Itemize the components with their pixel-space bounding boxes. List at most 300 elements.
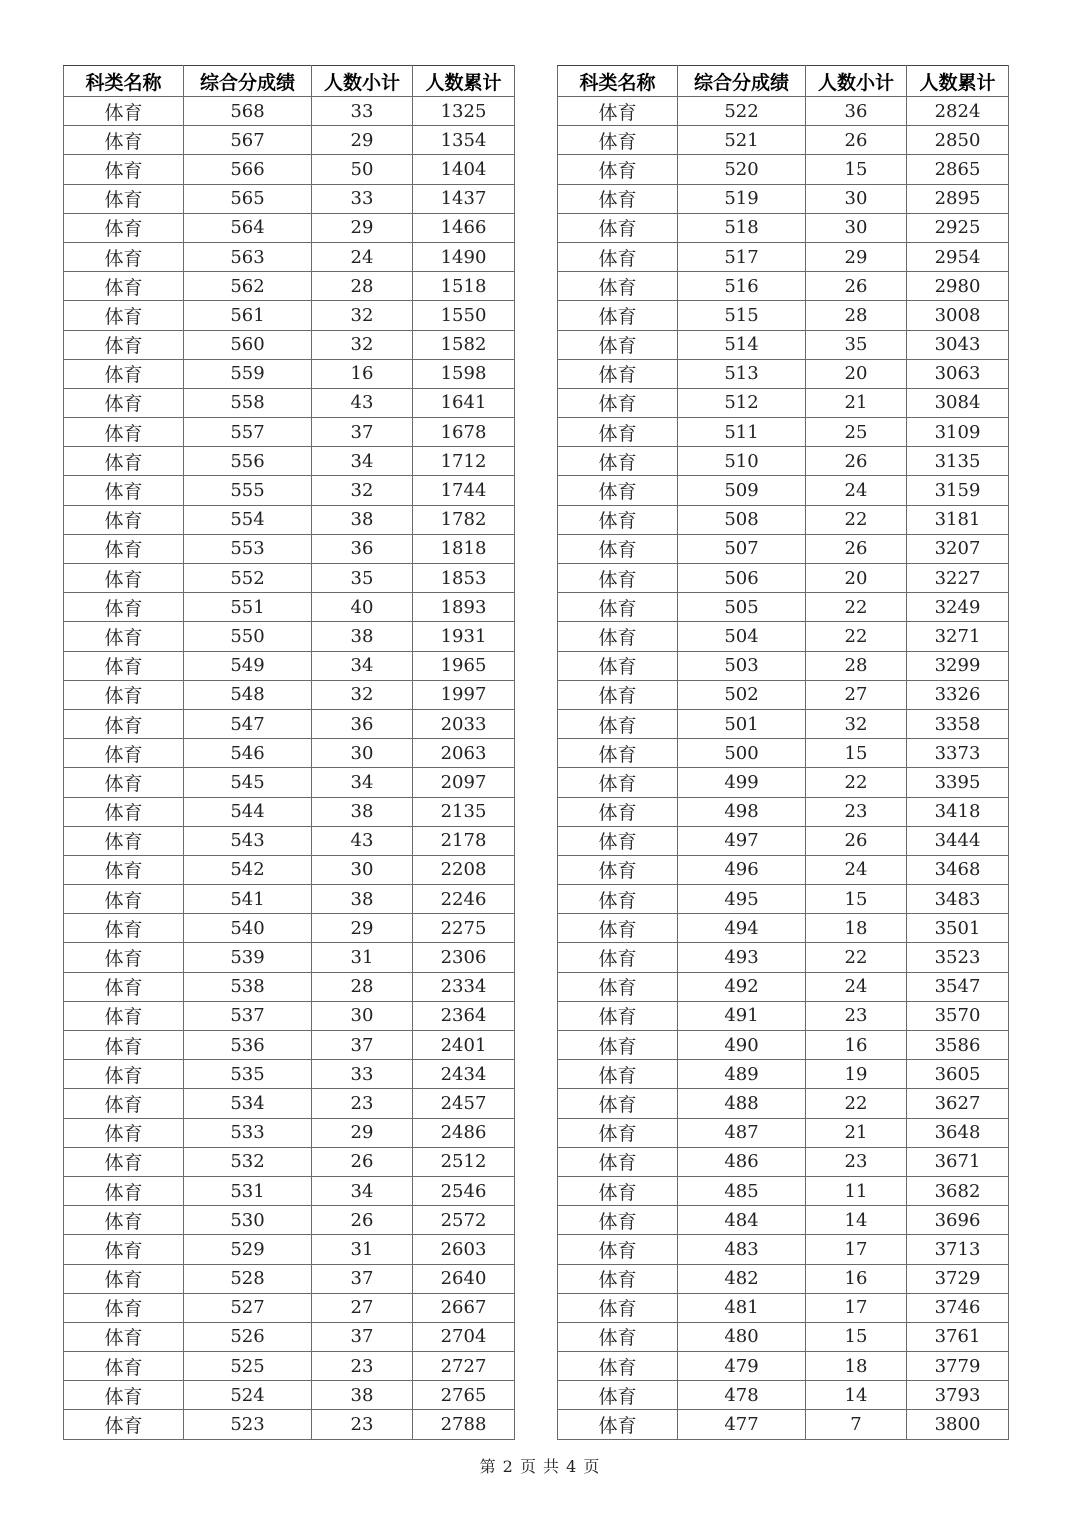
cell-cumulative: 2895 — [907, 184, 1009, 213]
table-row — [558, 213, 1009, 242]
cell-score: 536 — [184, 1031, 312, 1060]
cell-subject: 体育 — [558, 1410, 678, 1439]
table-row — [558, 1381, 1009, 1410]
cell-cumulative: 2178 — [413, 826, 515, 855]
cell-score: 506 — [678, 564, 806, 593]
cell-subject: 体育 — [558, 1147, 678, 1176]
table-row — [558, 1060, 1009, 1089]
cell-subject: 体育 — [558, 418, 678, 447]
table-row — [64, 1410, 515, 1439]
table-row — [558, 447, 1009, 476]
cell-cumulative: 2135 — [413, 797, 515, 826]
table-row — [64, 1176, 515, 1205]
cell-score: 532 — [184, 1147, 312, 1176]
cell-score: 560 — [184, 330, 312, 359]
cell-count: 21 — [806, 388, 907, 417]
cell-score: 517 — [678, 242, 806, 271]
cell-count: 24 — [806, 855, 907, 884]
cell-count: 26 — [806, 826, 907, 855]
cell-subject: 体育 — [558, 593, 678, 622]
cell-cumulative: 3109 — [907, 418, 1009, 447]
cell-score: 505 — [678, 593, 806, 622]
cell-score: 542 — [184, 855, 312, 884]
cell-cumulative: 2486 — [413, 1118, 515, 1147]
cell-subject: 体育 — [64, 97, 184, 126]
cell-count: 30 — [806, 184, 907, 213]
cell-count: 23 — [312, 1410, 413, 1439]
cell-score: 497 — [678, 826, 806, 855]
header-score: 综合分成绩 — [678, 66, 806, 97]
cell-cumulative: 2954 — [907, 242, 1009, 271]
cell-subject: 体育 — [64, 622, 184, 651]
cell-count: 28 — [806, 301, 907, 330]
table-header — [558, 66, 1009, 97]
cell-score: 510 — [678, 447, 806, 476]
cell-score: 526 — [184, 1322, 312, 1351]
cell-subject: 体育 — [64, 272, 184, 301]
cell-score: 555 — [184, 476, 312, 505]
cell-count: 32 — [312, 680, 413, 709]
cell-score: 543 — [184, 826, 312, 855]
cell-count: 15 — [806, 885, 907, 914]
cell-cumulative: 2546 — [413, 1176, 515, 1205]
cell-count: 29 — [312, 126, 413, 155]
cell-cumulative: 3793 — [907, 1381, 1009, 1410]
cell-count: 24 — [312, 242, 413, 271]
cell-count: 32 — [806, 709, 907, 738]
cell-score: 548 — [184, 680, 312, 709]
cell-score: 537 — [184, 1001, 312, 1030]
cell-subject: 体育 — [558, 388, 678, 417]
cell-cumulative: 1853 — [413, 564, 515, 593]
cell-cumulative: 2704 — [413, 1322, 515, 1351]
cell-score: 500 — [678, 739, 806, 768]
cell-score: 483 — [678, 1235, 806, 1264]
cell-score: 535 — [184, 1060, 312, 1089]
cell-cumulative: 3358 — [907, 709, 1009, 738]
cell-cumulative: 2765 — [413, 1381, 515, 1410]
cell-count: 35 — [806, 330, 907, 359]
cell-cumulative: 1325 — [413, 97, 515, 126]
table-row — [64, 1089, 515, 1118]
table-row — [558, 1031, 1009, 1060]
cell-cumulative: 3627 — [907, 1089, 1009, 1118]
cell-count: 37 — [312, 418, 413, 447]
cell-count: 37 — [312, 1322, 413, 1351]
cell-score: 566 — [184, 155, 312, 184]
table-row — [64, 447, 515, 476]
cell-score: 523 — [184, 1410, 312, 1439]
cell-cumulative: 2033 — [413, 709, 515, 738]
score-table-right — [557, 65, 1009, 1440]
table-row — [64, 943, 515, 972]
cell-subject: 体育 — [64, 709, 184, 738]
cell-cumulative: 3779 — [907, 1352, 1009, 1381]
cell-score: 482 — [678, 1264, 806, 1293]
cell-subject: 体育 — [558, 622, 678, 651]
cell-count: 28 — [312, 272, 413, 301]
cell-count: 16 — [806, 1031, 907, 1060]
cell-cumulative: 2512 — [413, 1147, 515, 1176]
cell-score: 480 — [678, 1322, 806, 1351]
cell-score: 478 — [678, 1381, 806, 1410]
cell-count: 28 — [806, 651, 907, 680]
cell-subject: 体育 — [558, 359, 678, 388]
cell-cumulative: 2434 — [413, 1060, 515, 1089]
cell-count: 25 — [806, 418, 907, 447]
cell-score: 538 — [184, 972, 312, 1001]
cell-cumulative: 2727 — [413, 1352, 515, 1381]
cell-subject: 体育 — [64, 388, 184, 417]
page-number-footer: 第 2 页 共 4 页 — [479, 1457, 601, 1476]
cell-cumulative: 3523 — [907, 943, 1009, 972]
cell-count: 33 — [312, 1060, 413, 1089]
cell-score: 519 — [678, 184, 806, 213]
cell-score: 496 — [678, 855, 806, 884]
cell-cumulative: 2334 — [413, 972, 515, 1001]
cell-cumulative: 2246 — [413, 885, 515, 914]
cell-cumulative: 2850 — [907, 126, 1009, 155]
table-row — [558, 826, 1009, 855]
cell-cumulative: 1354 — [413, 126, 515, 155]
cell-score: 547 — [184, 709, 312, 738]
table-row — [558, 1235, 1009, 1264]
cell-score: 512 — [678, 388, 806, 417]
cell-score: 488 — [678, 1089, 806, 1118]
cell-cumulative: 1818 — [413, 534, 515, 563]
cell-subject: 体育 — [558, 1206, 678, 1235]
cell-score: 491 — [678, 1001, 806, 1030]
table-row — [558, 914, 1009, 943]
cell-cumulative: 3586 — [907, 1031, 1009, 1060]
cell-cumulative: 3501 — [907, 914, 1009, 943]
cell-score: 494 — [678, 914, 806, 943]
table-row — [558, 359, 1009, 388]
table-row — [558, 476, 1009, 505]
cell-count: 18 — [806, 1352, 907, 1381]
cell-count: 32 — [312, 330, 413, 359]
table-row — [64, 651, 515, 680]
cell-cumulative: 3418 — [907, 797, 1009, 826]
cell-count: 38 — [312, 885, 413, 914]
table-row — [64, 680, 515, 709]
cell-subject: 体育 — [558, 768, 678, 797]
cell-subject: 体育 — [64, 447, 184, 476]
cell-score: 531 — [184, 1176, 312, 1205]
cell-cumulative: 2208 — [413, 855, 515, 884]
cell-cumulative: 3570 — [907, 1001, 1009, 1030]
header-subject: 科类名称 — [64, 66, 184, 97]
cell-cumulative: 1931 — [413, 622, 515, 651]
table-row — [64, 505, 515, 534]
cell-score: 554 — [184, 505, 312, 534]
cell-subject: 体育 — [64, 184, 184, 213]
cell-score: 564 — [184, 213, 312, 242]
cell-count: 38 — [312, 797, 413, 826]
cell-cumulative: 2603 — [413, 1235, 515, 1264]
cell-cumulative: 3249 — [907, 593, 1009, 622]
cell-subject: 体育 — [558, 972, 678, 1001]
cell-count: 34 — [312, 651, 413, 680]
cell-count: 22 — [806, 505, 907, 534]
cell-subject: 体育 — [64, 826, 184, 855]
cell-score: 495 — [678, 885, 806, 914]
table-row — [64, 1060, 515, 1089]
cell-count: 38 — [312, 622, 413, 651]
cell-score: 501 — [678, 709, 806, 738]
cell-count: 26 — [312, 1206, 413, 1235]
table-row — [558, 855, 1009, 884]
cell-subject: 体育 — [558, 476, 678, 505]
cell-count: 23 — [312, 1352, 413, 1381]
cell-score: 527 — [184, 1293, 312, 1322]
header-cumulative: 人数累计 — [413, 66, 515, 97]
table-row — [558, 564, 1009, 593]
cell-subject: 体育 — [558, 97, 678, 126]
cell-score: 562 — [184, 272, 312, 301]
cell-count: 24 — [806, 972, 907, 1001]
cell-cumulative: 3227 — [907, 564, 1009, 593]
cell-subject: 体育 — [64, 1264, 184, 1293]
cell-count: 29 — [806, 242, 907, 271]
table-row — [558, 680, 1009, 709]
table-row — [64, 1264, 515, 1293]
cell-score: 565 — [184, 184, 312, 213]
cell-count: 20 — [806, 564, 907, 593]
cell-cumulative: 3682 — [907, 1176, 1009, 1205]
cell-cumulative: 1518 — [413, 272, 515, 301]
cell-subject: 体育 — [558, 1352, 678, 1381]
table-row — [64, 1322, 515, 1351]
cell-cumulative: 1712 — [413, 447, 515, 476]
table-row — [64, 826, 515, 855]
cell-score: 515 — [678, 301, 806, 330]
cell-count: 26 — [806, 447, 907, 476]
cell-score: 534 — [184, 1089, 312, 1118]
cell-subject: 体育 — [64, 739, 184, 768]
cell-cumulative: 2306 — [413, 943, 515, 972]
cell-score: 514 — [678, 330, 806, 359]
cell-cumulative: 3326 — [907, 680, 1009, 709]
table-row — [64, 126, 515, 155]
table-row — [558, 593, 1009, 622]
cell-count: 43 — [312, 826, 413, 855]
cell-subject: 体育 — [64, 505, 184, 534]
table-row — [558, 1001, 1009, 1030]
cell-count: 17 — [806, 1235, 907, 1264]
cell-count: 30 — [312, 855, 413, 884]
cell-subject: 体育 — [558, 1264, 678, 1293]
table-row — [64, 418, 515, 447]
cell-cumulative: 3800 — [907, 1410, 1009, 1439]
cell-score: 520 — [678, 155, 806, 184]
cell-score: 550 — [184, 622, 312, 651]
table-row — [558, 1322, 1009, 1351]
cell-score: 552 — [184, 564, 312, 593]
cell-cumulative: 2865 — [907, 155, 1009, 184]
cell-cumulative: 1744 — [413, 476, 515, 505]
table-row — [558, 1089, 1009, 1118]
cell-count: 36 — [312, 534, 413, 563]
cell-count: 16 — [806, 1264, 907, 1293]
table-row — [64, 1001, 515, 1030]
cell-count: 32 — [312, 301, 413, 330]
table-row — [558, 1410, 1009, 1439]
cell-score: 511 — [678, 418, 806, 447]
cell-subject: 体育 — [558, 330, 678, 359]
cell-subject: 体育 — [558, 1176, 678, 1205]
header-subject: 科类名称 — [558, 66, 678, 97]
cell-cumulative: 3746 — [907, 1293, 1009, 1322]
cell-count: 22 — [806, 1089, 907, 1118]
table-row — [558, 388, 1009, 417]
cell-subject: 体育 — [558, 564, 678, 593]
cell-subject: 体育 — [558, 447, 678, 476]
cell-score: 544 — [184, 797, 312, 826]
cell-count: 15 — [806, 739, 907, 768]
cell-subject: 体育 — [558, 739, 678, 768]
cell-score: 498 — [678, 797, 806, 826]
cell-subject: 体育 — [64, 972, 184, 1001]
table-row — [64, 1235, 515, 1264]
cell-subject: 体育 — [558, 272, 678, 301]
table-row — [558, 885, 1009, 914]
cell-subject: 体育 — [558, 1381, 678, 1410]
cell-subject: 体育 — [64, 330, 184, 359]
cell-subject: 体育 — [558, 213, 678, 242]
cell-cumulative: 2980 — [907, 272, 1009, 301]
cell-score: 549 — [184, 651, 312, 680]
cell-count: 15 — [806, 1322, 907, 1351]
table-row — [558, 1147, 1009, 1176]
cell-cumulative: 3159 — [907, 476, 1009, 505]
table-row — [558, 1264, 1009, 1293]
cell-score: 503 — [678, 651, 806, 680]
cell-count: 43 — [312, 388, 413, 417]
cell-cumulative: 2401 — [413, 1031, 515, 1060]
cell-cumulative: 2667 — [413, 1293, 515, 1322]
cell-cumulative: 3605 — [907, 1060, 1009, 1089]
cell-count: 34 — [312, 1176, 413, 1205]
cell-count: 14 — [806, 1381, 907, 1410]
cell-score: 493 — [678, 943, 806, 972]
cell-count: 23 — [312, 1089, 413, 1118]
cell-count: 34 — [312, 768, 413, 797]
cell-count: 22 — [806, 622, 907, 651]
cell-count: 19 — [806, 1060, 907, 1089]
cell-score: 530 — [184, 1206, 312, 1235]
cell-score: 551 — [184, 593, 312, 622]
cell-score: 528 — [184, 1264, 312, 1293]
cell-cumulative: 3271 — [907, 622, 1009, 651]
cell-count: 23 — [806, 1147, 907, 1176]
cell-score: 487 — [678, 1118, 806, 1147]
header-count: 人数小计 — [312, 66, 413, 97]
table-row — [558, 97, 1009, 126]
cell-cumulative: 1490 — [413, 242, 515, 271]
cell-count: 21 — [806, 1118, 907, 1147]
cell-cumulative: 2640 — [413, 1264, 515, 1293]
cell-cumulative: 2788 — [413, 1410, 515, 1439]
cell-score: 533 — [184, 1118, 312, 1147]
cell-subject: 体育 — [64, 943, 184, 972]
cell-count: 30 — [806, 213, 907, 242]
cell-subject: 体育 — [558, 885, 678, 914]
cell-count: 32 — [312, 476, 413, 505]
cell-count: 38 — [312, 1381, 413, 1410]
cell-cumulative: 2275 — [413, 914, 515, 943]
header-row — [558, 66, 1009, 97]
table-row — [64, 97, 515, 126]
table-row — [558, 1176, 1009, 1205]
cell-score: 502 — [678, 680, 806, 709]
table-row — [558, 943, 1009, 972]
table-row — [64, 739, 515, 768]
cell-subject: 体育 — [558, 1089, 678, 1118]
cell-subject: 体育 — [558, 826, 678, 855]
cell-cumulative: 2925 — [907, 213, 1009, 242]
table-row — [64, 213, 515, 242]
table-row — [64, 885, 515, 914]
cell-count: 26 — [806, 126, 907, 155]
header-score: 综合分成绩 — [184, 66, 312, 97]
cell-score: 486 — [678, 1147, 806, 1176]
table-row — [64, 1031, 515, 1060]
table-row — [558, 709, 1009, 738]
cell-cumulative: 1965 — [413, 651, 515, 680]
cell-cumulative: 2572 — [413, 1206, 515, 1235]
cell-subject: 体育 — [558, 943, 678, 972]
cell-subject: 体育 — [64, 680, 184, 709]
table-row — [64, 184, 515, 213]
table-row — [64, 564, 515, 593]
cell-cumulative: 2364 — [413, 1001, 515, 1030]
cell-count: 16 — [312, 359, 413, 388]
cell-score: 481 — [678, 1293, 806, 1322]
cell-count: 37 — [312, 1031, 413, 1060]
cell-count: 36 — [806, 97, 907, 126]
cell-subject: 体育 — [558, 1118, 678, 1147]
table-row — [558, 1293, 1009, 1322]
cell-score: 518 — [678, 213, 806, 242]
cell-subject: 体育 — [64, 1352, 184, 1381]
cell-count: 36 — [312, 709, 413, 738]
cell-subject: 体育 — [64, 885, 184, 914]
cell-count: 23 — [806, 797, 907, 826]
cell-subject: 体育 — [558, 505, 678, 534]
table-row — [558, 797, 1009, 826]
cell-count: 29 — [312, 213, 413, 242]
cell-cumulative: 1893 — [413, 593, 515, 622]
cell-score: 556 — [184, 447, 312, 476]
cell-cumulative: 2824 — [907, 97, 1009, 126]
cell-score: 509 — [678, 476, 806, 505]
cell-subject: 体育 — [558, 1293, 678, 1322]
cell-cumulative: 1678 — [413, 418, 515, 447]
cell-score: 563 — [184, 242, 312, 271]
cell-subject: 体育 — [558, 709, 678, 738]
cell-count: 38 — [312, 505, 413, 534]
cell-score: 559 — [184, 359, 312, 388]
cell-cumulative: 1641 — [413, 388, 515, 417]
cell-cumulative: 1437 — [413, 184, 515, 213]
cell-score: 489 — [678, 1060, 806, 1089]
cell-subject: 体育 — [558, 184, 678, 213]
table-row — [64, 709, 515, 738]
header-cumulative: 人数累计 — [907, 66, 1009, 97]
cell-subject: 体育 — [64, 593, 184, 622]
cell-score: 504 — [678, 622, 806, 651]
